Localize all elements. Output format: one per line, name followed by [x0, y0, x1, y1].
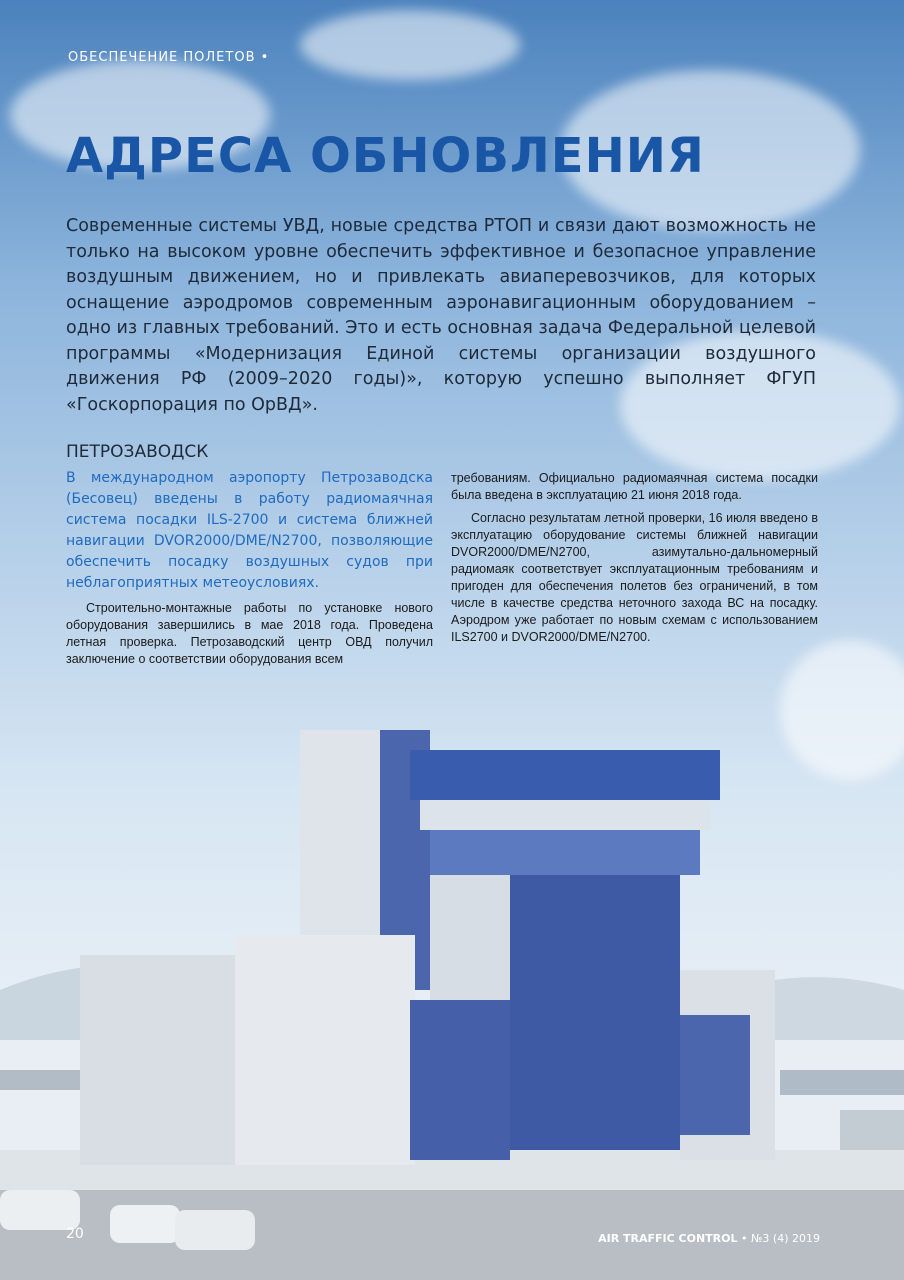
cloud [300, 10, 520, 80]
section-header: ОБЕСПЕЧЕНИЕ ПОЛЕТОВ • [68, 50, 270, 65]
running-footer [598, 1232, 820, 1245]
terminal-building [80, 730, 775, 1165]
text-column-right [451, 470, 818, 646]
subheading-city: ПЕТРОЗАВОДСК [66, 442, 209, 462]
airport-building-illustration [0, 690, 904, 1280]
page-number: 20 [66, 1226, 84, 1242]
body-paragraph: Строительно-монтажные работы по установке нового оборудования завершились в мае 2018 года. Проведена летная проверка. Петрозаводский центр ОВД получил заключение о соответствии оборудования всем [66, 601, 433, 666]
article-title: АДРЕСА ОБНОВЛЕНИЯ [66, 128, 705, 184]
article-lead: Современные системы УВД, новые средства РТОП и связи дают возможность не только на высоком уровне обеспечить эффективное и безопасное управление воздушным движением, но и привлекать авиаперевозчиков, для которых оснащение аэродромов современным аэронавигационным оборудованием – одно из главных требований. Это и есть основная задача Федеральной целевой программы «Модернизация Единой системы организации воздушного движения РФ (2009–2020 годы)», которую успешно выполняет ФГУП «Госкорпорация по ОрВД». [66, 216, 817, 415]
text-column-left [66, 468, 433, 668]
body-paragraph: требованиям. Официально радиомаячная система посадки была введена в эксплуатацию 21 июня 2018 года. [451, 471, 818, 502]
body-paragraph: Согласно результатам летной проверки, 16 июля введено в эксплуатацию оборудование системы ближней навигации DVOR2000/DME/N2700, азимутально-дальномерный радиомаяк соответствует эксплуатационным требованиям и пригоден для обеспечения полетов без ограничений, в том числе в качестве средства неточного захода ВС на посадку. Аэродром уже работает по новым схемам с использованием ILS2700 и DVOR2000/DME/N2700. [451, 511, 818, 644]
intro-paragraph: В международном аэропорту Петрозаводска (Бесовец) введены в работу радиомаячная система посадки ILS-2700 и система ближней навигации DVOR2000/DME/N2700, позволяющие обеспечить посадку воздушных судов при неблагоприятных метеоусловиях. [66, 470, 433, 591]
issue-number: • №3 (4) 2019 [737, 1232, 820, 1245]
magazine-name: AIR TRAFFIC CONTROL [598, 1232, 738, 1245]
